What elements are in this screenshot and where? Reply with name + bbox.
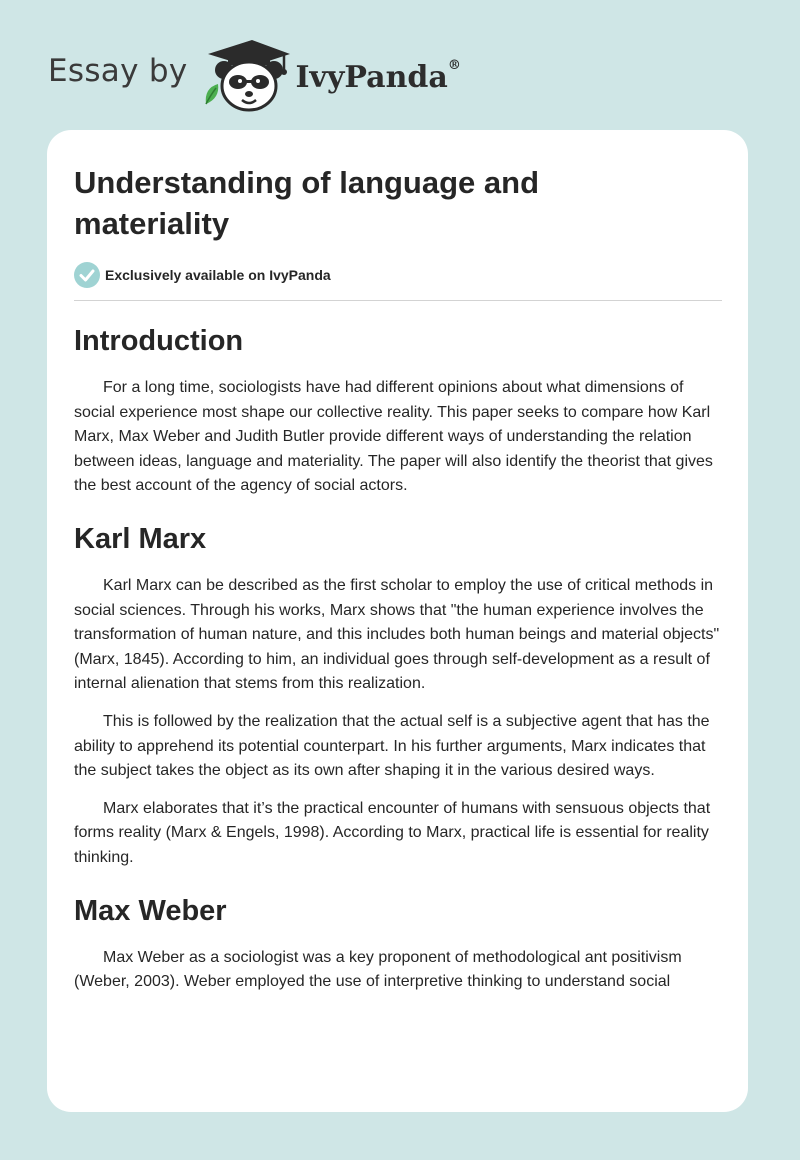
article-card [47, 130, 748, 1112]
section-karl-marx [74, 521, 722, 871]
exclusive-badge-text: Exclusively available on IvyPanda [105, 267, 331, 283]
check-circle-icon [74, 262, 100, 288]
section-introduction [74, 323, 722, 499]
section-max-weber [74, 893, 722, 995]
section-heading: Karl Marx [74, 522, 207, 555]
registered-mark: ® [447, 57, 461, 73]
brand-name[interactable]: IvyPanda® [295, 57, 461, 95]
panda-graduate-icon[interactable] [200, 36, 292, 112]
page-title: Understanding of language and materiality [74, 165, 540, 241]
exclusive-badge [74, 261, 722, 289]
paragraph: Max Weber as a sociologist was a key proponent of methodological ant positivism (Weber, 2003). Weber employed the use of interpretive thinking to understand social [74, 948, 682, 991]
section-heading: Max Weber [74, 894, 227, 927]
paragraph: Karl Marx can be described as the first scholar to employ the use of critical methods in social sciences. Through his works, Marx shows that "the human experience involves the transformation of human nature, and this includes both human beings and material objects" (Marx, 1845). According to him, an individual goes through self-development as a result of internal alienation that stems from this realization. [74, 576, 720, 693]
essay-by-label: Essay by [48, 53, 188, 89]
site-header [48, 36, 461, 112]
paragraph: For a long time, sociologists have had different opinions about what dimensions of social experience most shape our collective reality. This paper seeks to compare how Karl Marx, Max Weber and Judith Butler provide different ways of understanding the relation between ideas, language and materiality. The paper will also identify the theorist that gives the best account of the agency of social actors. [74, 379, 713, 495]
title-divider [74, 300, 722, 301]
paragraph: Marx elaborates that it’s the practical encounter of humans with sensuous objects that forms reality (Marx & Engels, 1998). According to Marx, practical life is essential for reality thinking. [74, 799, 711, 866]
section-heading: Introduction [74, 325, 244, 357]
paragraph: This is followed by the realization that the actual self is a subjective agent that has the ability to apprehend its potential counterpart. In his further arguments, Marx indicates that the subject takes the object as its own after shaping it in the various desired ways. [74, 712, 710, 780]
